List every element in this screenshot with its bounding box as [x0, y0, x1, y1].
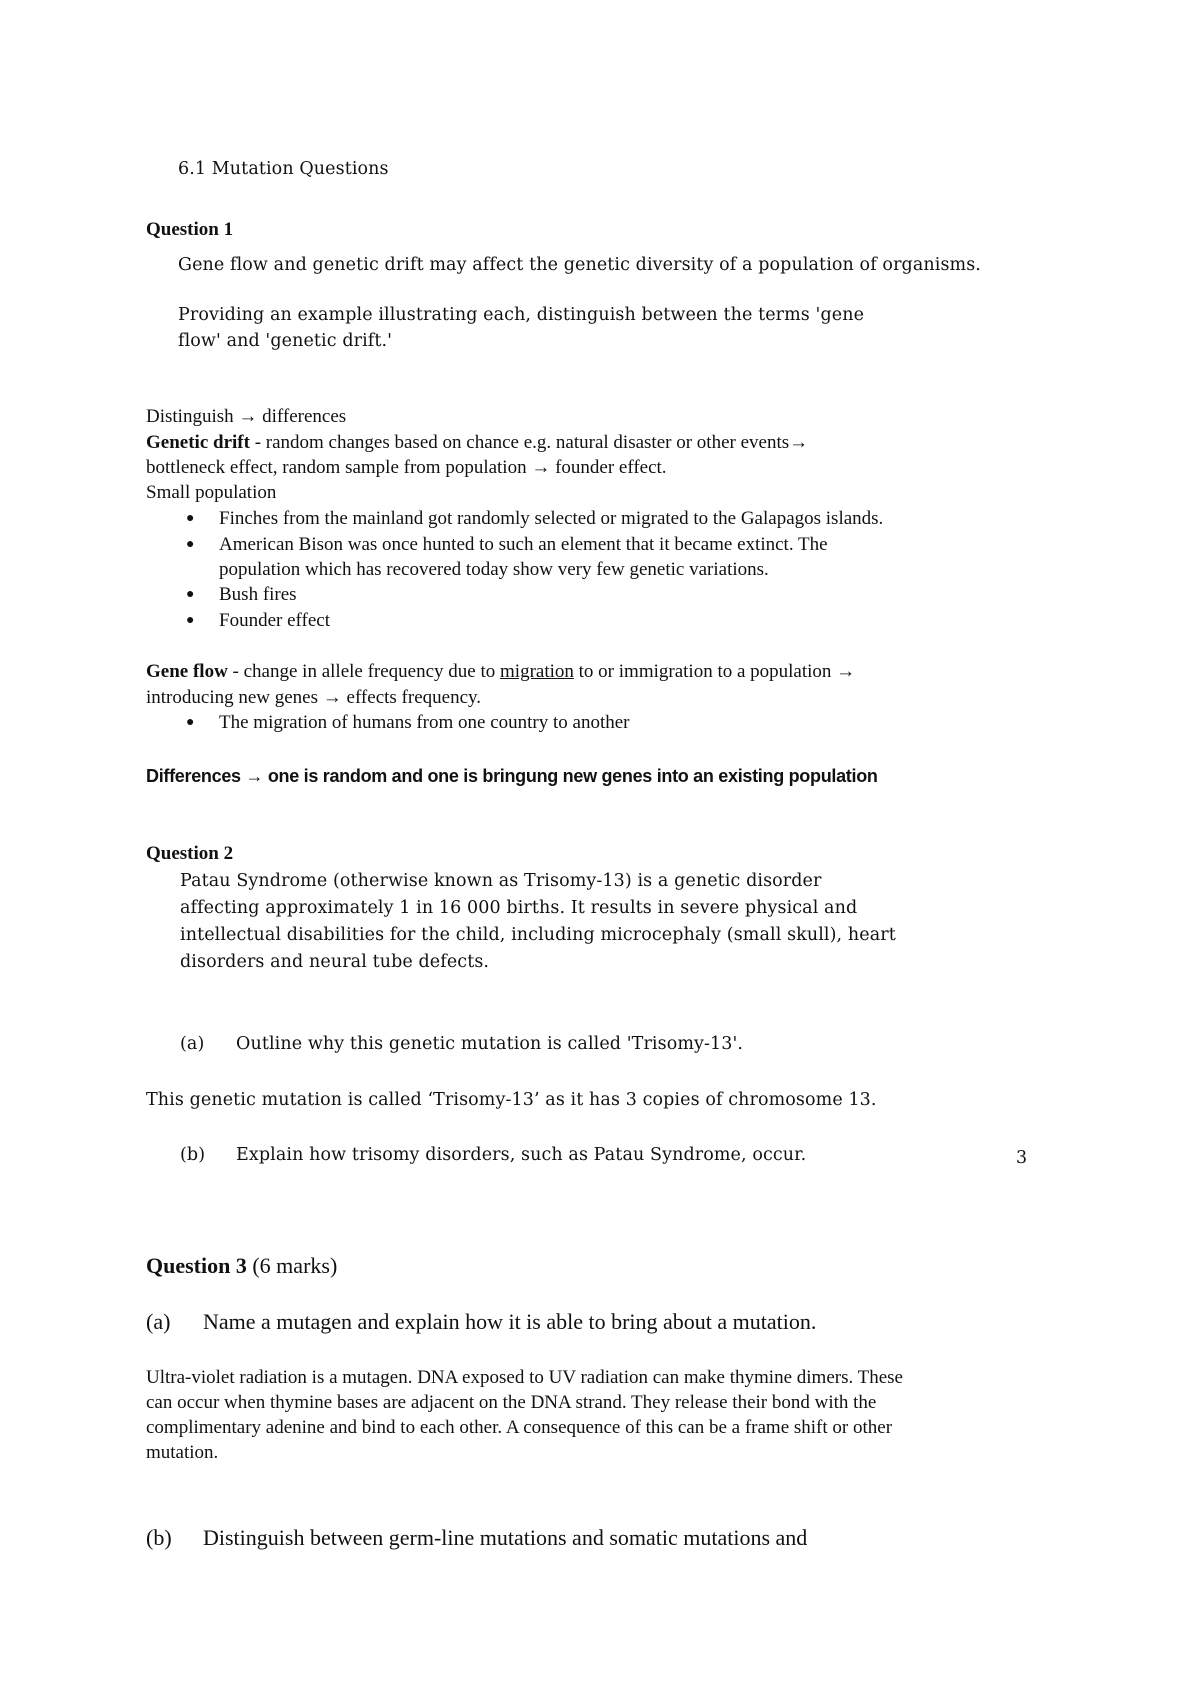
drift-example-2: American Bison was once hunted to such an element that it became extinct. The	[219, 534, 828, 555]
question-2-line-1: Patau Syndrome (otherwise known as Trisomy-13) is a genetic disorder	[180, 871, 822, 891]
bullet-dot: ●	[186, 587, 195, 602]
page-heading: 6.1 Mutation Questions	[178, 159, 389, 179]
question-3b-text: Distinguish between germ-line mutations and somatic mutations and	[203, 1525, 808, 1550]
question-3-title: Question 3	[146, 1253, 247, 1278]
bullet-dot: ●	[186, 537, 195, 552]
question-3b-label: (b)	[146, 1525, 172, 1550]
question-1-line-1: Gene flow and genetic drift may affect the genetic diversity of a population of organisms.	[178, 255, 981, 275]
drift-example-2-continued: population which has recovered today show very few genetic variations.	[219, 559, 769, 580]
bullet-dot: ●	[186, 511, 195, 526]
gene-flow-text-b: to or immigration to a population →	[573, 661, 856, 682]
question-3a-answer-line-2: can occur when thymine bases are adjacent on the DNA strand. They release their bond with the	[146, 1392, 877, 1413]
question-2a-answer: This genetic mutation is called ‘Trisomy-13’ as it has 3 copies of chromosome 13.	[146, 1090, 877, 1110]
question-2-title: Question 2	[146, 843, 234, 864]
migration-term: migration	[500, 661, 574, 682]
genetic-drift-text: - random changes based on chance e.g. natural disaster or other events→	[249, 432, 809, 453]
question-2-line-4: disorders and neural tube defects.	[180, 952, 490, 972]
gene-flow-label: Gene flow	[146, 661, 228, 682]
question-1-title: Question 1	[146, 219, 234, 240]
gene-flow-text-2: introducing new genes → effects frequency.	[146, 687, 482, 708]
question-2b-text: Explain how trisomy disorders, such as Patau Syndrome, occur.	[236, 1145, 807, 1165]
question-3-marks: (6 marks)	[246, 1253, 338, 1278]
question-3a-answer-line-4: mutation.	[146, 1442, 219, 1463]
question-2a-label: (a)	[180, 1034, 205, 1054]
question-2b-label: (b)	[180, 1145, 206, 1165]
question-3a-text: Name a mutagen and explain how it is able to bring about a mutation.	[203, 1309, 817, 1334]
distinguish-note: Distinguish → differences	[146, 406, 347, 427]
genetic-drift-text-2: bottleneck effect, random sample from population → founder effect.	[146, 457, 667, 478]
bullet-dot: ●	[186, 613, 195, 628]
question-2b-marks: 3	[1016, 1148, 1028, 1168]
small-population-note: Small population	[146, 482, 277, 503]
gene-flow-text-a: - change in allele frequency due to	[227, 661, 501, 682]
question-3a-answer-line-3: complimentary adenine and bind to each other. A consequence of this can be a frame shift or other	[146, 1417, 893, 1438]
bullet-dot: ●	[186, 715, 195, 730]
drift-example-4: Founder effect	[219, 610, 330, 631]
question-3-title-line	[146, 1252, 337, 1280]
differences-summary: Differences → one is random and one is bringung new genes into an existing population	[146, 766, 878, 786]
question-2-line-2: affecting approximately 1 in 16 000 births. It results in severe physical and	[180, 898, 858, 918]
question-1-line-3: flow' and 'genetic drift.'	[178, 331, 393, 351]
drift-example-3: Bush fires	[219, 584, 297, 605]
question-3a-answer-line-1: Ultra-violet radiation is a mutagen. DNA exposed to UV radiation can make thymine dimers. These	[146, 1367, 903, 1388]
genetic-drift-label: Genetic drift	[146, 432, 250, 453]
question-3a-label: (a)	[146, 1309, 171, 1334]
drift-example-1: Finches from the mainland got randomly selected or migrated to the Galapagos islands.	[219, 508, 884, 529]
genetic-drift-definition	[146, 431, 808, 455]
question-2a-text: Outline why this genetic mutation is called 'Trisomy-13'.	[236, 1034, 744, 1054]
question-2-line-3: intellectual disabilities for the child, including microcephaly (small skull), heart	[180, 925, 896, 945]
gene-flow-definition	[146, 660, 855, 684]
question-1-line-2: Providing an example illustrating each, distinguish between the terms 'gene	[178, 305, 865, 325]
gene-flow-example: The migration of humans from one country to another	[219, 712, 630, 733]
